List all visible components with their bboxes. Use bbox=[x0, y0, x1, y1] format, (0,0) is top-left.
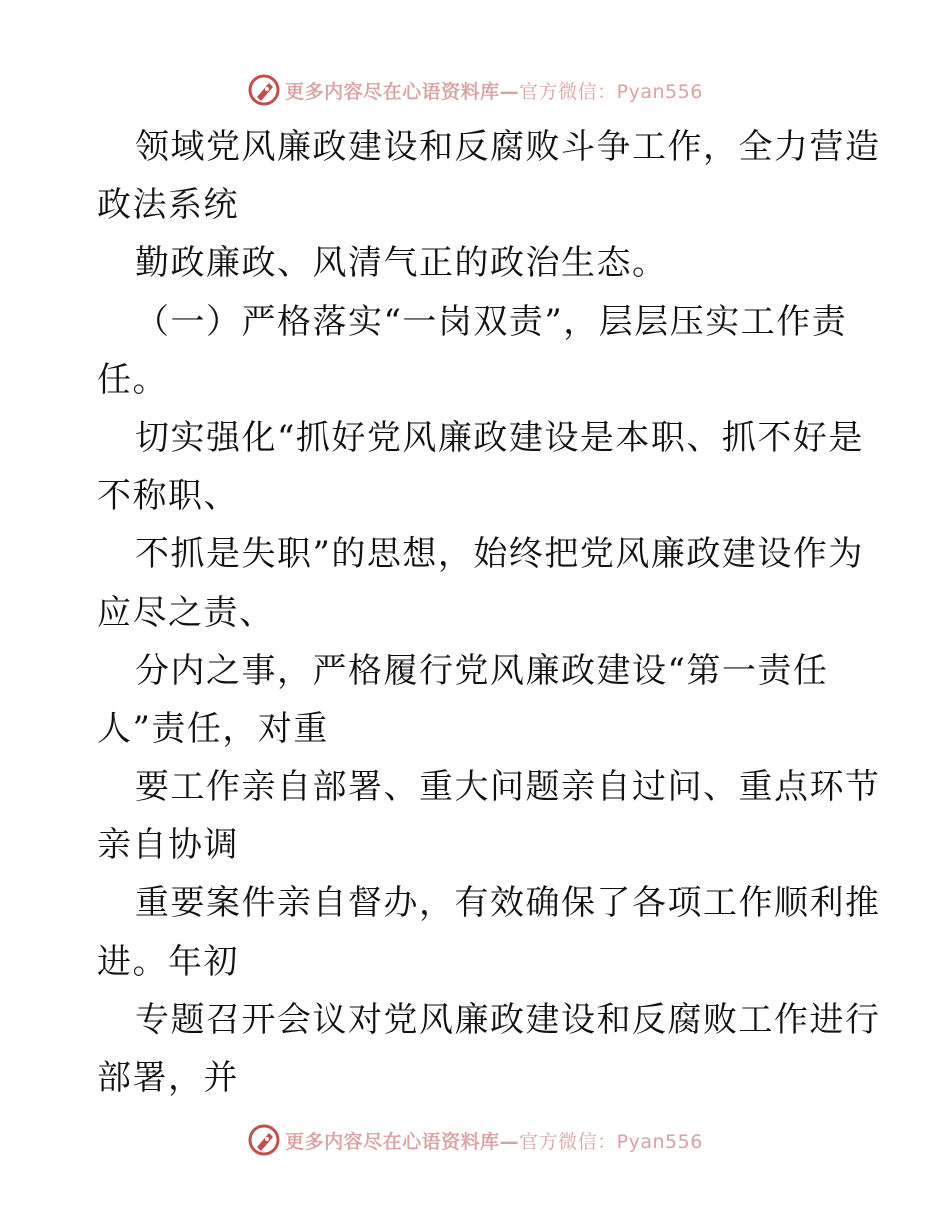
body-line: 应尽之责、 bbox=[97, 592, 275, 633]
header-banner-text bbox=[285, 77, 703, 104]
body-line: 不抓是失职”的思想，始终把党风廉政建设作为 bbox=[135, 534, 864, 575]
body-line: 勤政廉政、风清气正的政治生态。 bbox=[135, 243, 668, 284]
body-line: 不称职、 bbox=[97, 476, 239, 517]
body-line: （一）严格落实“一岗双责”，层层压实工作责 bbox=[135, 301, 848, 342]
pen-nib-circle-icon bbox=[247, 1123, 281, 1157]
footer-banner-text bbox=[285, 1127, 703, 1154]
header-banner-dash: — bbox=[499, 80, 520, 103]
footer-banner-dash: — bbox=[499, 1130, 520, 1153]
header-banner bbox=[0, 68, 950, 112]
footer-banner-title: 更多内容尽在心语资料库 bbox=[285, 1130, 500, 1153]
body-line: 任。 bbox=[97, 359, 168, 400]
body-line: 亲自协调 bbox=[97, 825, 239, 866]
body-line: 领域党风廉政建设和反腐败斗争工作，全力营造 bbox=[135, 127, 881, 167]
body-line: 专题召开会议对党风廉政建设和反腐败工作进行 bbox=[135, 999, 881, 1040]
document-body bbox=[97, 118, 881, 1107]
pen-nib-circle-icon bbox=[247, 73, 281, 107]
header-banner-title: 更多内容尽在心语资料库 bbox=[285, 80, 500, 103]
body-line: 人”责任，对重 bbox=[97, 708, 329, 749]
footer-banner bbox=[0, 1118, 950, 1162]
body-line: 政法系统 bbox=[97, 185, 239, 226]
body-line: 部署，并 bbox=[97, 1058, 239, 1098]
footer-banner-wechat: 官方微信：Pyan556 bbox=[519, 1130, 703, 1153]
body-line: 要工作亲自部署、重大问题亲自过问、重点环节 bbox=[135, 767, 881, 808]
header-banner-wechat: 官方微信：Pyan556 bbox=[519, 80, 703, 103]
body-line: 重要案件亲自督办，有效确保了各项工作顺利推 bbox=[135, 883, 881, 924]
body-line: 切实强化“抓好党风廉政建设是本职、抓不好是 bbox=[135, 417, 864, 458]
body-line: 分内之事，严格履行党风廉政建设“第一责任 bbox=[135, 650, 829, 691]
body-line: 进。年初 bbox=[97, 941, 239, 982]
